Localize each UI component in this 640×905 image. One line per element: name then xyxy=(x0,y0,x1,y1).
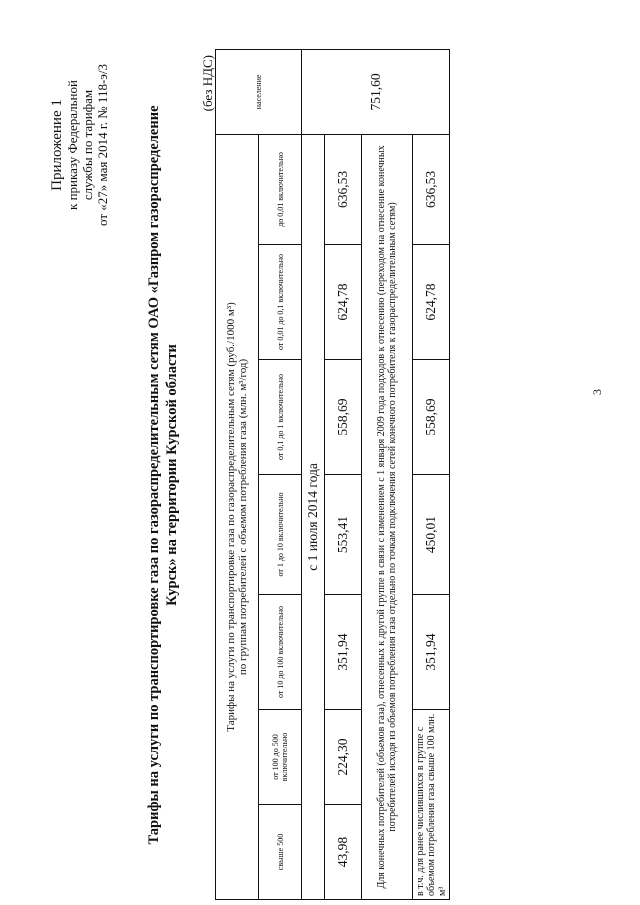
reclassified-note: Для конечных потребителей (объемов газа), отнесенных к другой группе в связи с изменением с 1 января 2009 года подходов к отнесению (переходом на отнесение конечных потребителей исходя из объемов потребления газа отдельно по точкам подключения сетей конечного потребителя к газораспределительным сетям) xyxy=(362,134,413,899)
value-1-10: 553,41 xyxy=(325,475,362,595)
appendix-service-line: службы по тарифам xyxy=(80,89,95,201)
table-header-line-1: Тарифы на услуги по транспортировке газа по газораспределительным сетям (руб./1000 м³) xyxy=(225,302,237,732)
population-value: 751,60 xyxy=(302,49,450,134)
value-up-to-0.01: 636,53 xyxy=(325,134,362,244)
value-100-500: 224,30 xyxy=(325,710,362,805)
period-row: с 1 июля 2014 года xyxy=(302,134,325,899)
including-value-0.01-0.1: 624,78 xyxy=(413,245,450,360)
value-0.01-0.1: 624,78 xyxy=(325,245,362,360)
table-header-line-2: по группам потребителей с объемом потребления газа (млн. м³/год) xyxy=(237,358,249,676)
page-number: 3 xyxy=(590,389,604,395)
vat-note: (без НДС) xyxy=(200,55,215,112)
including-value-1-10: 450,01 xyxy=(413,475,450,595)
col-header-population: население xyxy=(216,49,302,134)
tariff-table xyxy=(215,49,450,900)
col-header-0.1-1: от 0,1 до 1 включительно xyxy=(259,360,302,475)
title-line-1: Тарифы на услуги по транспортировке газа по газораспределительным сетям ОАО «Газпром газораспределение xyxy=(146,105,162,845)
col-header-over-500: свыше 500 xyxy=(259,805,302,900)
document-title xyxy=(145,65,181,885)
including-value-0.1-1: 558,69 xyxy=(413,360,450,475)
col-header-100-500: от 100 до 500 включительно xyxy=(259,710,302,805)
col-header-0.01-0.1: от 0,01 до 0,1 включительно xyxy=(259,245,302,360)
including-value-10-100: 351,94 xyxy=(413,595,450,710)
including-label: в т.ч. для ранее числившихся в группе с объемом потребления газа свыше 100 млн. м³ xyxy=(413,710,450,900)
title-line-2: Курск» на территории Курской области xyxy=(164,344,180,606)
appendix-order-line: к приказу Федеральной xyxy=(65,80,80,210)
including-value-up-to-0.01: 636,53 xyxy=(413,134,450,244)
col-header-up-to-0.01: до 0,01 включительно xyxy=(259,134,302,244)
appendix-heading: Приложение 1 xyxy=(49,99,65,191)
col-header-10-100: от 10 до 100 включительно xyxy=(259,595,302,710)
appendix-date-line: от «27» мая 2014 г. № 118-э/3 xyxy=(95,64,110,226)
appendix-block xyxy=(50,35,110,255)
col-header-1-10: от 1 до 10 включительно xyxy=(259,475,302,595)
table-header xyxy=(216,134,259,899)
value-10-100: 351,94 xyxy=(325,595,362,710)
value-over-500: 43,98 xyxy=(325,805,362,900)
value-0.1-1: 558,69 xyxy=(325,360,362,475)
